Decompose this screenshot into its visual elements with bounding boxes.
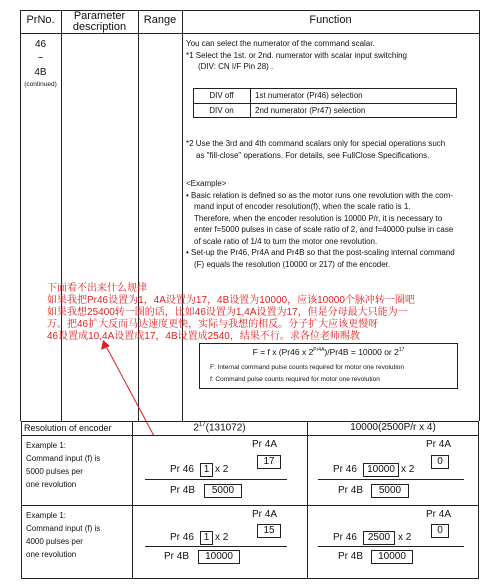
- r2c1-v4b: 10000: [198, 550, 240, 564]
- formula-main: F = f x (Pr46 x $2^{Pr4A})/Pr4B = 10000$ or $2^{17}$: [252, 347, 405, 357]
- formula-note-1: F: Internal command pulse counts required for motor one revolution: [210, 364, 405, 371]
- r2c1-pr4b: Pr 4B: [164, 551, 190, 562]
- header-parameter: Parameter description: [72, 10, 127, 33]
- r1c2-v46: 10000: [363, 463, 399, 477]
- r1c1-pr4a: Pr 4A: [252, 439, 278, 450]
- r1c2-v4b: 5000: [371, 484, 409, 498]
- r1c1-v4a: 17: [257, 455, 281, 469]
- res-header: Resolution of encoder: [24, 423, 112, 433]
- r2c2-pr4a: Pr 4A: [426, 509, 452, 520]
- r1c2-pr46: Pr 46: [333, 464, 357, 475]
- r2c1-pr46: Pr 46: [170, 532, 194, 543]
- example-block: <Example> • Basic relation is defined so as the motor runs one revolution with the com- mand input of encoder resolution(f), when the scale ratio is 1. Therefore, when the encoder resolution is 10000 P/r, it is necessary to enter f=5000 pulses in case of scale ratio of 2, and f=40000 pulse in case of scale ratio of 1/4 to turn the motor one revolution. • Set-up the Pr46, Pr4A and Pr4B so that the post-scaling internal command (F) equals the resolution (10000 or 217) of the encoder.: [186, 179, 455, 269]
- r2c1-pr4a: Pr 4A: [252, 509, 278, 520]
- r1c2-v4a: 0: [431, 455, 449, 469]
- example-row-1: Example 1: Command input (f) is 5000 pulses per one revolution: [26, 441, 101, 489]
- r2c2-v4b: 10000: [371, 550, 413, 564]
- r2c1-v46: 1: [200, 531, 213, 545]
- r2c2-pr4b: Pr 4B: [338, 551, 364, 562]
- res-col-2: 10000(2500P/r x 4): [350, 422, 436, 433]
- div-on-value: 2nd numerator (Pr47) selection: [255, 106, 366, 115]
- r1c2-pr4a: Pr 4A: [426, 439, 452, 450]
- r2c2-v46: 2500: [363, 531, 395, 545]
- r2c1-v4a: 15: [257, 524, 281, 538]
- r2c1-x2: x 2: [215, 532, 229, 543]
- right-border: [479, 10, 480, 421]
- example-row-2: Example 1: Command input (f) is 4000 pulses per one revolution: [26, 511, 101, 559]
- r1c1-pr46: Pr 46: [170, 464, 194, 475]
- r1c1-x2: x 2: [215, 464, 229, 475]
- div-off-label: DIV off: [209, 91, 234, 100]
- r2c2-pr46: Pr 46: [333, 532, 357, 543]
- r1c1-v46: 1: [200, 463, 213, 477]
- annotation-text: 下面看不出来什么规律 如果我把Pr46设置为1，4A设置为17，4B设置为10000，应该10000个脉冲转一圈吧 如果我想25400转一圈的话，比如46设置为1,4A设置为17，但是分母最大只能为一 万。把46扩大反而马达速度更快，实际与我想的相反。分子扩大应该更慢呀 46设置成10,4A设置成17，4B设置成2540，结果不行。求各位老师赐教: [47, 283, 415, 342]
- r1c1-pr4b: Pr 4B: [170, 485, 196, 496]
- prno-cell: 46 ~ 4B (continued): [24, 39, 57, 88]
- note-2: *2 Use the 3rd and 4th command scalars only for special operations such as "fill-close" operations. For details, see FullClose Specifications.: [186, 139, 446, 160]
- r1c1-v4b: 5000: [204, 484, 242, 498]
- header-range: Range: [143, 14, 177, 26]
- div-off-value: 1st numerator (Pr46) selection: [255, 91, 363, 100]
- div-on-label: DIV on: [209, 106, 234, 115]
- header-prno: PrNo.: [26, 14, 55, 26]
- r2c2-x2: x 2: [398, 532, 412, 543]
- res-col-1: $2^{17}(131072)$: [193, 422, 246, 434]
- header-function: Function: [309, 14, 352, 26]
- r2c2-v4a: 0: [431, 524, 449, 538]
- function-text: You can select the numerator of the command scalar. *1 Select the 1st. or 2nd. numerator with scalar input switching (DIV: CN I/F Pin 28) .: [186, 39, 407, 71]
- r1c2-x2: x 2: [401, 464, 415, 475]
- col-divider-3: [182, 10, 183, 421]
- formula-note-2: f: Command pulse counts required for motor one revolution: [210, 376, 380, 383]
- col-divider-1: [61, 10, 62, 421]
- r1c2-pr4b: Pr 4B: [338, 485, 364, 496]
